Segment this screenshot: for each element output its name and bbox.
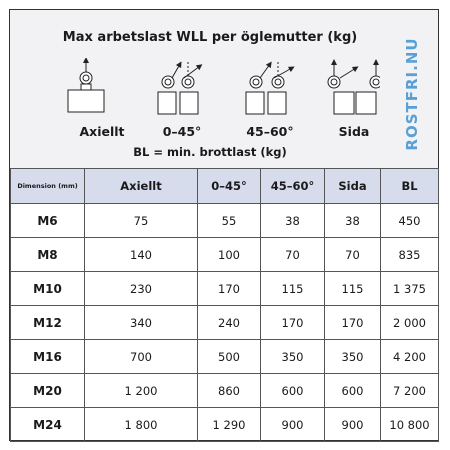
cell-dimension: M16 — [11, 340, 85, 374]
cell-45-60: 38 — [261, 204, 325, 238]
cell-axial: 1 200 — [85, 374, 198, 408]
cell-45-60: 900 — [261, 408, 325, 442]
axial-load-icon — [68, 60, 104, 112]
cell-0-45: 860 — [198, 374, 261, 408]
column-header-0-45: 0–45° — [198, 169, 261, 204]
cell-0-45: 1 290 — [198, 408, 261, 442]
page-title: Max arbetslast WLL per öglemutter (kg) — [62, 30, 358, 45]
table-header-row — [11, 169, 439, 204]
cell-side: 115 — [325, 272, 381, 306]
cell-0-45: 500 — [198, 340, 261, 374]
column-header-bl: BL — [381, 169, 439, 204]
load-direction-diagram — [50, 58, 380, 128]
cell-axial: 1 800 — [85, 408, 198, 442]
brand-text: ROSTFRI.NU — [403, 37, 421, 151]
column-header-side: Sida — [325, 169, 381, 204]
cell-side: 350 — [325, 340, 381, 374]
table-row — [11, 374, 439, 408]
cell-dimension: M12 — [11, 306, 85, 340]
cell-45-60: 350 — [261, 340, 325, 374]
cell-bl: 450 — [381, 204, 439, 238]
cell-side: 70 — [325, 238, 381, 272]
column-header-dimension: Dimension (mm) — [11, 169, 85, 204]
cell-bl: 4 200 — [381, 340, 439, 374]
brand-logo — [392, 38, 432, 150]
side-load-icon — [328, 62, 380, 114]
cell-dimension: M6 — [11, 204, 85, 238]
column-header-axial: Axiellt — [85, 169, 198, 204]
load-table-card — [9, 9, 439, 441]
cell-45-60: 170 — [261, 306, 325, 340]
angle-0-45-load-icon — [158, 62, 200, 114]
cell-side: 900 — [325, 408, 381, 442]
cell-45-60: 70 — [261, 238, 325, 272]
cell-0-45: 170 — [198, 272, 261, 306]
cell-0-45: 240 — [198, 306, 261, 340]
caption-45-60: 45–60° — [246, 124, 294, 139]
cell-dimension: M8 — [11, 238, 85, 272]
table-row — [11, 408, 439, 442]
cell-bl: 10 800 — [381, 408, 439, 442]
cell-side: 600 — [325, 374, 381, 408]
table-row — [11, 272, 439, 306]
caption-0-45: 0–45° — [162, 124, 202, 139]
cell-axial: 75 — [85, 204, 198, 238]
cell-bl: 1 375 — [381, 272, 439, 306]
angle-45-60-load-icon — [246, 62, 292, 114]
cell-bl: 835 — [381, 238, 439, 272]
cell-axial: 230 — [85, 272, 198, 306]
column-header-45-60: 45–60° — [261, 169, 325, 204]
cell-side: 38 — [325, 204, 381, 238]
cell-dimension: M24 — [11, 408, 85, 442]
table-row — [11, 340, 439, 374]
table-row — [11, 238, 439, 272]
cell-bl: 7 200 — [381, 374, 439, 408]
caption-side: Sida — [338, 124, 370, 139]
cell-45-60: 600 — [261, 374, 325, 408]
breaking-load-note: BL = min. brottlast (kg) — [133, 145, 287, 159]
cell-0-45: 100 — [198, 238, 261, 272]
cell-side: 170 — [325, 306, 381, 340]
cell-0-45: 55 — [198, 204, 261, 238]
caption-axial: Axiellt — [79, 124, 125, 139]
cell-axial: 140 — [85, 238, 198, 272]
cell-axial: 700 — [85, 340, 198, 374]
load-table — [10, 168, 439, 442]
cell-dimension: M20 — [11, 374, 85, 408]
header-panel — [10, 10, 438, 169]
cell-axial: 340 — [85, 306, 198, 340]
cell-dimension: M10 — [11, 272, 85, 306]
table-row — [11, 306, 439, 340]
cell-45-60: 115 — [261, 272, 325, 306]
table-row — [11, 204, 439, 238]
cell-bl: 2 000 — [381, 306, 439, 340]
